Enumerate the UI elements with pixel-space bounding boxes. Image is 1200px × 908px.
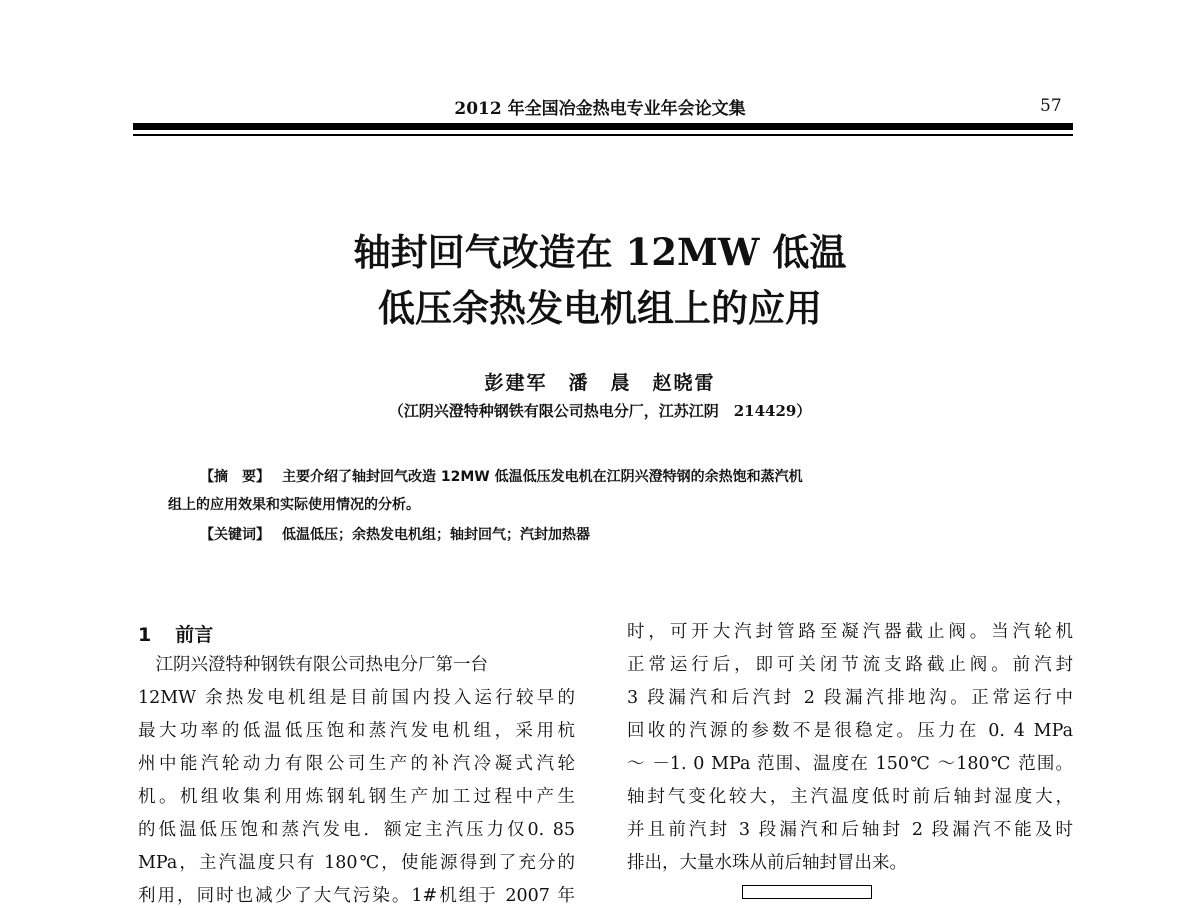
body-line: MPa，主汽温度只有 180℃，使能源得到了充分的: [138, 853, 575, 873]
body-line: 轴封气变化较大，主汽温度低时前后轴封湿度大，: [627, 787, 1073, 807]
affiliation: （江阴兴澄特种钢铁有限公司热电分厂，江苏江阴 214429）: [388, 402, 812, 420]
title-line-1: 轴封回气改造在 12MW 低温: [353, 230, 847, 274]
abstract-text-2: 组上的应用效果和实际使用情况的分析。: [168, 497, 420, 513]
title-line-2: 低压余热发电机组上的应用: [378, 286, 822, 330]
body-line: 的低温低压饱和蒸汽发电．额定主汽压力仅0. 85: [138, 820, 575, 840]
body-line: 12MW 余热发电机组是目前国内投入运行较早的: [138, 688, 575, 708]
authors: 彭建军 潘 晨 赵晓雷: [484, 372, 716, 394]
abstract-line-1: [200, 466, 803, 486]
section-title: 前言: [175, 624, 214, 646]
page-number: 57: [1040, 96, 1062, 116]
body-line: ～ －1. 0 MPa 范围、温度在 150℃ ～180℃ 范围。: [627, 754, 1073, 774]
running-header: 2012 年全国冶金热电专业年会论文集: [454, 99, 746, 119]
keywords-line: [200, 524, 590, 544]
body-line: 最大功率的低温低压饱和蒸汽发电机组，采用杭: [138, 721, 575, 741]
abstract-text-1: 主要介绍了轴封回气改造 12MW 低温低压发电机在江阴兴澄特钢的余热饱和蒸汽机: [282, 469, 803, 485]
body-line: 利用，同时也减少了大气污染。1#机组于 2007 年: [138, 886, 575, 906]
body-line: 3 段漏汽和后汽封 2 段漏汽排地沟。正常运行中: [627, 688, 1073, 708]
body-line: 并且前汽封 3 段漏汽和后轴封 2 段漏汽不能及时: [627, 820, 1073, 840]
keywords-label: 【关键词】: [200, 527, 270, 543]
body-line: 正常运行后，即可关闭节流支路截止阀。前汽封: [627, 655, 1073, 675]
header-thin-rule: [133, 134, 1073, 136]
body-line: 机。机组收集利用炼钢轧钢生产加工过程中产生: [138, 787, 575, 807]
body-line: 江阴兴澄特种钢铁有限公司热电分厂第一台: [138, 655, 488, 675]
section-number: 1: [138, 624, 152, 646]
abstract-label: 【摘 要】: [200, 469, 270, 485]
body-line: 时，可开大汽封管路至凝汽器截止阀。当汽轮机: [627, 622, 1073, 642]
section-heading: [138, 620, 213, 647]
keywords-text: 低温低压；余热发电机组；轴封回气；汽封加热器: [282, 527, 590, 543]
header-thick-rule: [133, 123, 1073, 130]
body-line: 州中能汽轮动力有限公司生产的补汽冷凝式汽轮: [138, 754, 575, 774]
figure-box-top: [742, 885, 872, 899]
body-line: 排出，大量水珠从前后轴封冒出来。: [627, 853, 907, 873]
body-line: 回收的汽源的参数不是很稳定。压力在 0. 4 MPa: [627, 721, 1073, 741]
